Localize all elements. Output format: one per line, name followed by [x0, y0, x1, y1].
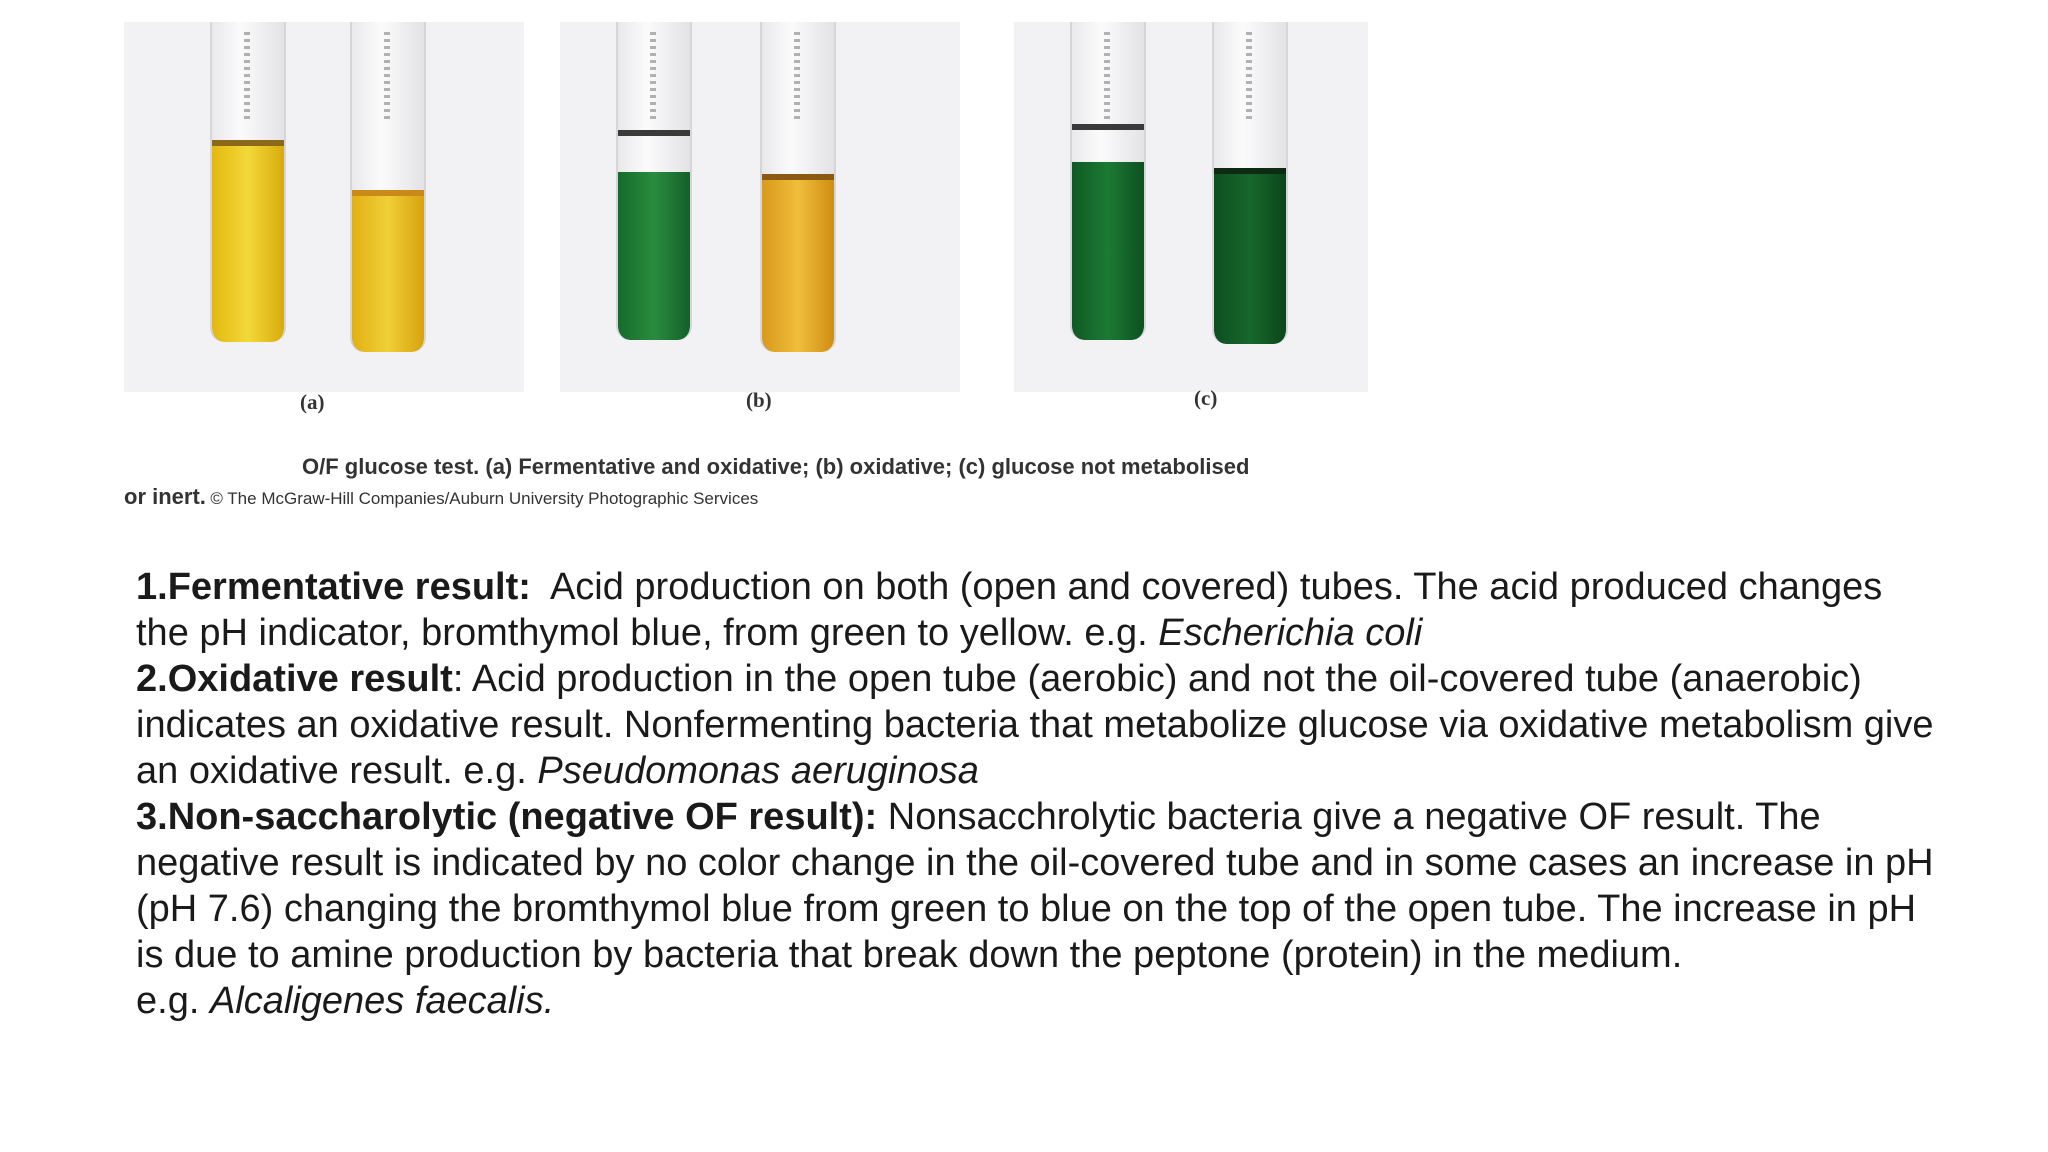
figure-caption: O/F glucose test. (a) Fermentative and oxidative; (b) oxidative; (c) glucose not metabolised — [302, 454, 1250, 479]
oxidative-result — [136, 656, 1936, 794]
panel-label-b: (b) — [746, 388, 772, 412]
fermentative-result — [136, 564, 1936, 656]
tube-a-open — [210, 22, 286, 342]
tube-b-covered — [760, 22, 836, 352]
photo-credit: © The McGraw-Hill Companies/Auburn University Photographic Services — [210, 489, 759, 508]
panel-label-c: (c) — [1194, 386, 1218, 410]
of-glucose-test-figure — [124, 22, 1368, 510]
caption-continuation: or inert. — [124, 484, 206, 509]
photo-panel-b — [560, 22, 960, 392]
photo-panel-a — [124, 22, 524, 392]
fermentative-example: Escherichia coli — [1158, 612, 1423, 654]
result-descriptions — [136, 564, 1936, 1024]
nonsaccharolytic-result — [136, 794, 1936, 978]
panel-label-a: (a) — [300, 390, 325, 414]
tube-a-covered — [350, 22, 426, 352]
tube-b-open — [616, 22, 692, 340]
fermentative-heading: 1.Fermentative result: — [136, 566, 531, 608]
oxidative-heading: 2.Oxidative result — [136, 658, 453, 700]
oxidative-text: : Acid production in the open tube (aerobic) and not the oil-covered tube (anaerobic) indicates an oxidative result. Nonfermenting bacteria that metabolize glucose via oxidative metabolism give an oxidative result. e.g. — [136, 658, 1934, 792]
photo-panel-c — [1014, 22, 1368, 392]
tube-c-covered — [1212, 22, 1288, 344]
eg-label: e.g. — [136, 980, 210, 1022]
nonsaccharolytic-example-line — [136, 978, 1936, 1024]
nonsaccharolytic-heading: 3.Non-saccharolytic (negative OF result): — [136, 796, 878, 838]
fermentative-text: Acid production on both (open and covered) tubes. The acid produced changes the pH indicator, bromthymol blue, from green to yellow. e.g. — [136, 566, 1893, 654]
tube-c-open — [1070, 22, 1146, 340]
figure-caption-continued — [124, 484, 758, 510]
oxidative-example: Pseudomonas aeruginosa — [537, 750, 979, 792]
nonsaccharolytic-text: Nonsacchrolytic bacteria give a negative OF result. The negative result is indicated by no color change in the oil-covered tube and in some cases an increase in pH (pH 7.6) changing the bromthymol blue from green to blue on the top of the open tube. The increase in pH is due to amine production by bacteria that break down the peptone (protein) in the medium. — [136, 796, 1934, 976]
nonsaccharolytic-example: Alcaligenes faecalis. — [209, 980, 555, 1022]
